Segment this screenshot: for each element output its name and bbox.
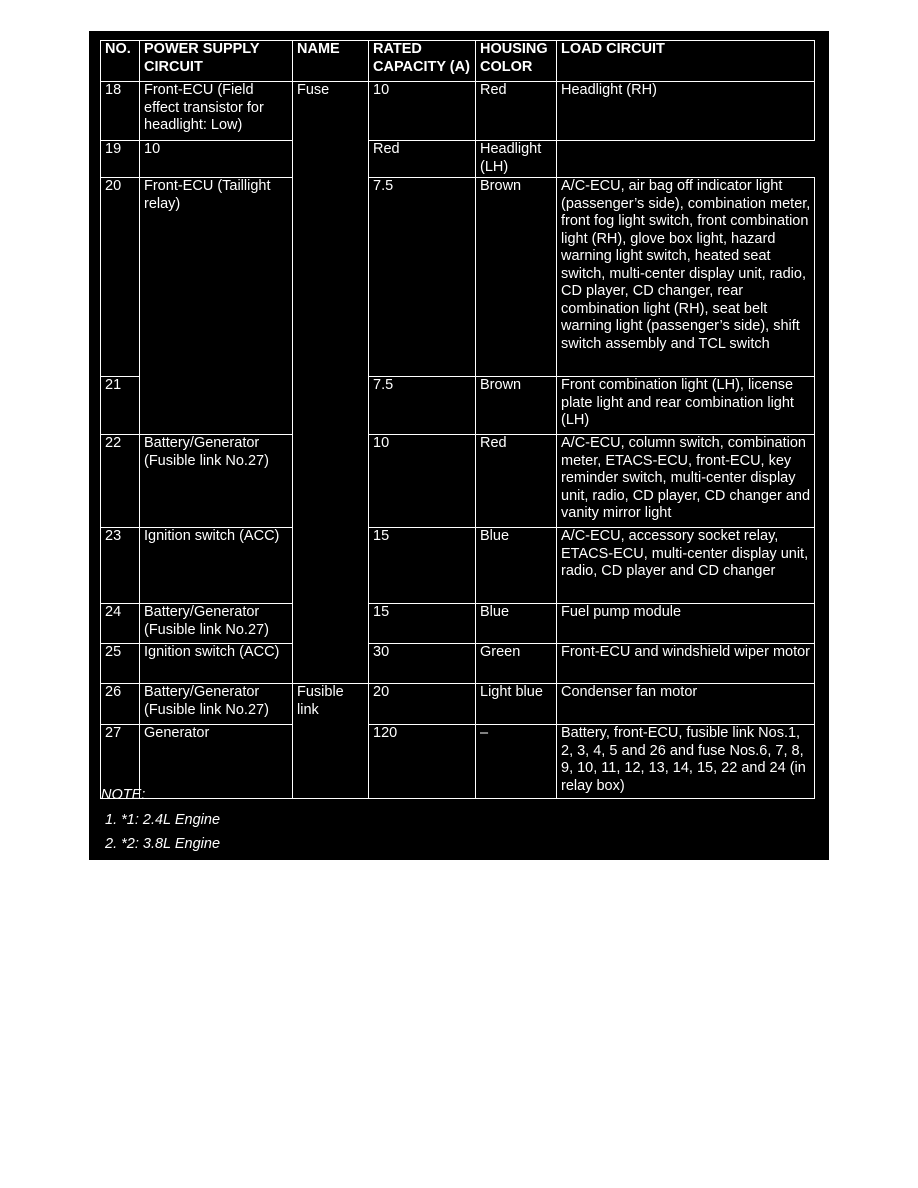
cell-no: 27 — [101, 725, 140, 799]
cell-power-supply: Ignition switch (ACC) — [140, 528, 293, 604]
cell-load: Condenser fan motor — [557, 684, 815, 725]
cell-rated: 10 — [369, 435, 476, 528]
header-load-circuit: LOAD CIRCUIT — [557, 41, 815, 82]
cell-power-supply: Battery/Generator (Fusible link No.27) — [140, 435, 293, 528]
header-row — [101, 41, 815, 82]
table-row — [101, 82, 815, 141]
cell-rated: 7.5 — [369, 178, 476, 377]
cell-no: 22 — [101, 435, 140, 528]
cell-housing: Light blue — [476, 684, 557, 725]
table-row — [101, 178, 815, 377]
note-item: 2. *2: 3.8L Engine — [105, 836, 221, 852]
cell-housing: Red — [476, 435, 557, 528]
cell-housing: Blue — [476, 528, 557, 604]
cell-no: 24 — [101, 604, 140, 644]
cell-load: A/C-ECU, air bag off indicator light (passenger’s side), combination meter, front fog light switch, front combination light (RH), glove box light, hazard warning light switch, heated seat switch, multi-center display unit, radio, CD player, CD changer, rear combination light (RH), seat belt warning light (passenger’s side), shift switch assembly and TCL switch — [557, 178, 815, 377]
note-list — [105, 808, 220, 856]
cell-load: A/C-ECU, column switch, combination meter, ETACS-ECU, front-ECU, key reminder switch, multi-center display unit, radio, CD player, CD changer and vanity mirror light — [557, 435, 815, 528]
cell-rated: 20 — [369, 684, 476, 725]
cell-name: Fusible link — [293, 684, 369, 799]
cell-rated: 10 — [140, 141, 293, 178]
table-row — [101, 604, 815, 644]
cell-rated: 7.5 — [369, 377, 476, 435]
cell-housing: Brown — [476, 178, 557, 377]
cell-load: Headlight (LH) — [476, 141, 557, 178]
cell-rated: 120 — [369, 725, 476, 799]
fuse-table — [100, 40, 815, 799]
table-row — [101, 684, 815, 725]
cell-housing: Brown — [476, 377, 557, 435]
cell-rated: 30 — [369, 644, 476, 684]
table-row — [101, 141, 815, 178]
table-row — [101, 528, 815, 604]
cell-load: Headlight (RH) — [557, 82, 815, 141]
cell-load: Battery, front-ECU, fusible link Nos.1, 2, 3, 4, 5 and 26 and fuse Nos.6, 7, 8, 9, 10, 11, 12, 13, 14, 15, 22 and 24 (in relay box) — [557, 725, 815, 799]
cell-no: 26 — [101, 684, 140, 725]
header-rated-capacity: RATED CAPACITY (A) — [369, 41, 476, 82]
cell-no: 20 — [101, 178, 140, 377]
cell-name: Fuse — [293, 82, 369, 684]
cell-rated: 15 — [369, 604, 476, 644]
cell-load: A/C-ECU, accessory socket relay, ETACS-ECU, multi-center display unit, radio, CD player and CD changer — [557, 528, 815, 604]
header-power-supply-circuit: POWER SUPPLY CIRCUIT — [140, 41, 293, 82]
cell-no: 19 — [101, 141, 140, 178]
cell-housing: Green — [476, 644, 557, 684]
cell-load: Fuel pump module — [557, 604, 815, 644]
cell-no: 23 — [101, 528, 140, 604]
cell-no: 21 — [101, 377, 140, 435]
table-row — [101, 644, 815, 684]
cell-power-supply: Battery/Generator (Fusible link No.27) — [140, 604, 293, 644]
cell-housing: Blue — [476, 604, 557, 644]
header-name: NAME — [293, 41, 369, 82]
table-row — [101, 435, 815, 528]
cell-rated: 15 — [369, 528, 476, 604]
cell-power-supply: Front-ECU (Field effect transistor for headlight: Low) — [140, 82, 293, 141]
header-no: NO. — [101, 41, 140, 82]
note-title: NOTE: — [101, 787, 146, 803]
cell-no: 25 — [101, 644, 140, 684]
header-housing-color: HOUSING COLOR — [476, 41, 557, 82]
cell-housing: – — [476, 725, 557, 799]
cell-power-supply: Generator — [140, 725, 293, 799]
cell-load: Front combination light (LH), license plate light and rear combination light (LH) — [557, 377, 815, 435]
cell-power-supply: Ignition switch (ACC) — [140, 644, 293, 684]
note-item: 1. *1: 2.4L Engine — [105, 812, 221, 828]
cell-power-supply: Battery/Generator (Fusible link No.27) — [140, 684, 293, 725]
table-row — [101, 725, 815, 799]
cell-housing: Red — [476, 82, 557, 141]
cell-rated: 10 — [369, 82, 476, 141]
cell-no: 18 — [101, 82, 140, 141]
cell-load: Front-ECU and windshield wiper motor — [557, 644, 815, 684]
cell-power-supply: Front-ECU (Taillight relay) — [140, 178, 293, 435]
cell-housing: Red — [369, 141, 476, 178]
